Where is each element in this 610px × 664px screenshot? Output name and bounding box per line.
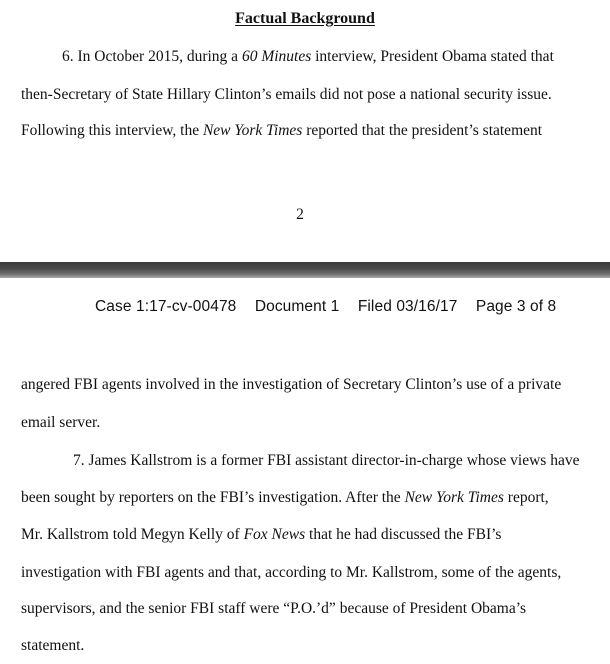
paragraph-6-line-5: email server. [21, 414, 101, 431]
paragraph-7-line-6: statement. [21, 637, 85, 654]
page-number: 2 [296, 206, 304, 223]
italic-title-nyt: New York Times [404, 489, 504, 506]
paragraph-7-line-3 [21, 526, 501, 544]
paragraph-6-line-3 [21, 122, 542, 140]
paragraph-6-line-2: then-Secretary of State Hillary Clinton’s emails did not pose a national security issue. [21, 86, 552, 103]
paragraph-7-line-5: supervisors, and the senior FBI staff were “P.O.’d” because of President Obama’s [21, 600, 527, 617]
italic-title-fox-news: Fox News [243, 526, 306, 543]
italic-title-nyt: New York Times [202, 122, 303, 139]
text-run: reported that the president’s statement [302, 122, 543, 139]
paragraph-7-line-1: 7. James Kallstrom is a former FBI assistant director-in-charge whose views have [73, 452, 580, 469]
case-header [95, 298, 556, 316]
paragraph-6-line-1 [62, 48, 554, 66]
filed-date: Filed 03/16/17 [357, 298, 458, 315]
paragraph-7-line-2 [21, 489, 549, 507]
text-run: Mr. Kallstrom told Megyn Kelly of [21, 526, 244, 543]
italic-title-60-minutes: 60 Minutes [241, 48, 312, 65]
paragraph-6-line-4: angered FBI agents involved in the investigation of Secretary Clinton’s use of a private [21, 376, 562, 393]
page-2-fragment [0, 0, 610, 262]
section-heading: Factual Background [235, 10, 375, 27]
page-divider [0, 262, 610, 278]
text-run: Following this interview, the [21, 122, 203, 139]
text-run: report, [503, 489, 549, 506]
document-number: Document 1 [254, 298, 340, 315]
text-run: 6. In October 2015, during a [62, 48, 242, 65]
page-indicator: Page 3 of 8 [475, 298, 557, 315]
paragraph-7-line-4: investigation with FBI agents and that, according to Mr. Kallstrom, some of the agents, [21, 564, 562, 581]
case-number: Case 1:17-cv-00478 [95, 298, 237, 315]
text-run: that he had discussed the FBI’s [305, 526, 502, 543]
text-run: interview, President Obama stated that [311, 48, 554, 65]
page-3-fragment [0, 278, 610, 664]
text-run: been sought by reporters on the FBI’s investigation. After the [21, 489, 405, 506]
